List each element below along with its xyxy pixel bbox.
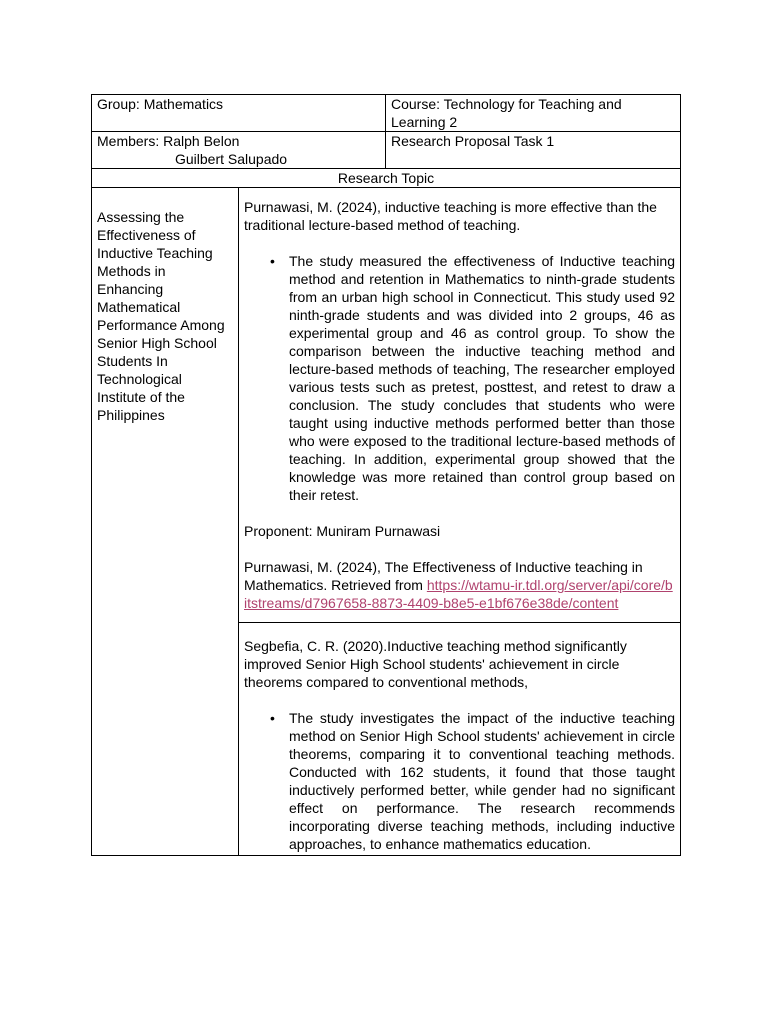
entry-1-bullets: [244, 252, 675, 504]
topic-title: Assessing the Effectiveness of Inductive Teaching Methods in Enhancing Mathematical Performance Among Senior High School Students In Technological Institute of the Philippines: [97, 209, 225, 423]
task-cell: [386, 132, 681, 169]
task-text: Research Proposal Task 1: [391, 133, 555, 149]
bullet-dot-icon: •: [270, 253, 275, 269]
entry-row-1: [92, 188, 681, 623]
members-cell: [92, 132, 386, 169]
members-text: Members: Ralph Belon: [97, 133, 240, 149]
entry-2-bullet-item: [270, 709, 675, 853]
entry-1-reference-text: Purnawasi, M. (2024), The Effectiveness of Inductive teaching in Mathematics. Retrieved from: [244, 559, 643, 593]
course-cell: [386, 95, 681, 132]
topic-title-cell: [92, 188, 239, 856]
member-2-text: Guilbert Salupado: [175, 151, 288, 167]
entry-2-bullets: [244, 709, 675, 853]
group-text: Group: Mathematics: [97, 96, 224, 112]
document-page: [91, 94, 680, 856]
entry-2-bullet-text: The study investigates the impact of the inductive teaching method on Senior High School students' achievement in circle theorems, comparing it to conventional teaching methods. Conducted with 162 students, it found that those taught inductively performed better, while gender had no significant effect on performance. The research recommends incorporating diverse teaching methods, including inductive approaches, to enhance mathematics education.: [289, 710, 675, 852]
research-topic-row: [92, 169, 681, 188]
entry-1-bullet-item: [270, 252, 675, 504]
entry-1-reference: [244, 558, 675, 612]
course-text: Course: Technology for Teaching and Learning 2: [391, 96, 622, 130]
header-row-2: [92, 132, 681, 169]
group-cell: [92, 95, 386, 132]
entry-cell-2: [239, 623, 681, 856]
entry-1-summary: Purnawasi, M. (2024), inductive teaching is more effective than the traditional lecture-based method of teaching.: [244, 199, 657, 233]
entry-1-reference-link[interactable]: https://wtamu-ir.tdl.org/server/api/core/bitstreams/d7967658-8873-4409-b8e5-e1bf676e38de/content: [244, 577, 673, 611]
entry-cell-1: [239, 188, 681, 623]
entry-1-bullet-text: The study measured the effectiveness of Inductive teaching method and retention in Mathematics to ninth-grade students from an urban high school in Connecticut. This study used 92 ninth-grade students and was divided into 2 groups, 46 as experimental group and 46 as control group. To show the comparison between the inductive teaching method and lecture-based methods of teaching, The researcher employed various tests such as pretest, posttest, and retest to draw a conclusion. The study concludes that students who were taught using inductive methods performed better than those who were exposed to the traditional lecture-based methods of teaching. In addition, experimental group showed that the knowledge was more retained than control group based on their retest.: [289, 253, 675, 503]
entry-2-summary: Segbefia, C. R. (2020).Inductive teaching method significantly improved Senior High School students' achievement in circle theorems compared to conventional methods,: [244, 638, 627, 690]
bullet-dot-icon: •: [270, 710, 275, 726]
research-topic-cell: [92, 169, 681, 188]
entry-1-proponent: Proponent: Muniram Purnawasi: [244, 523, 441, 539]
header-row-1: [92, 95, 681, 132]
research-topic-heading: Research Topic: [337, 170, 435, 186]
proposal-table: [91, 94, 681, 856]
